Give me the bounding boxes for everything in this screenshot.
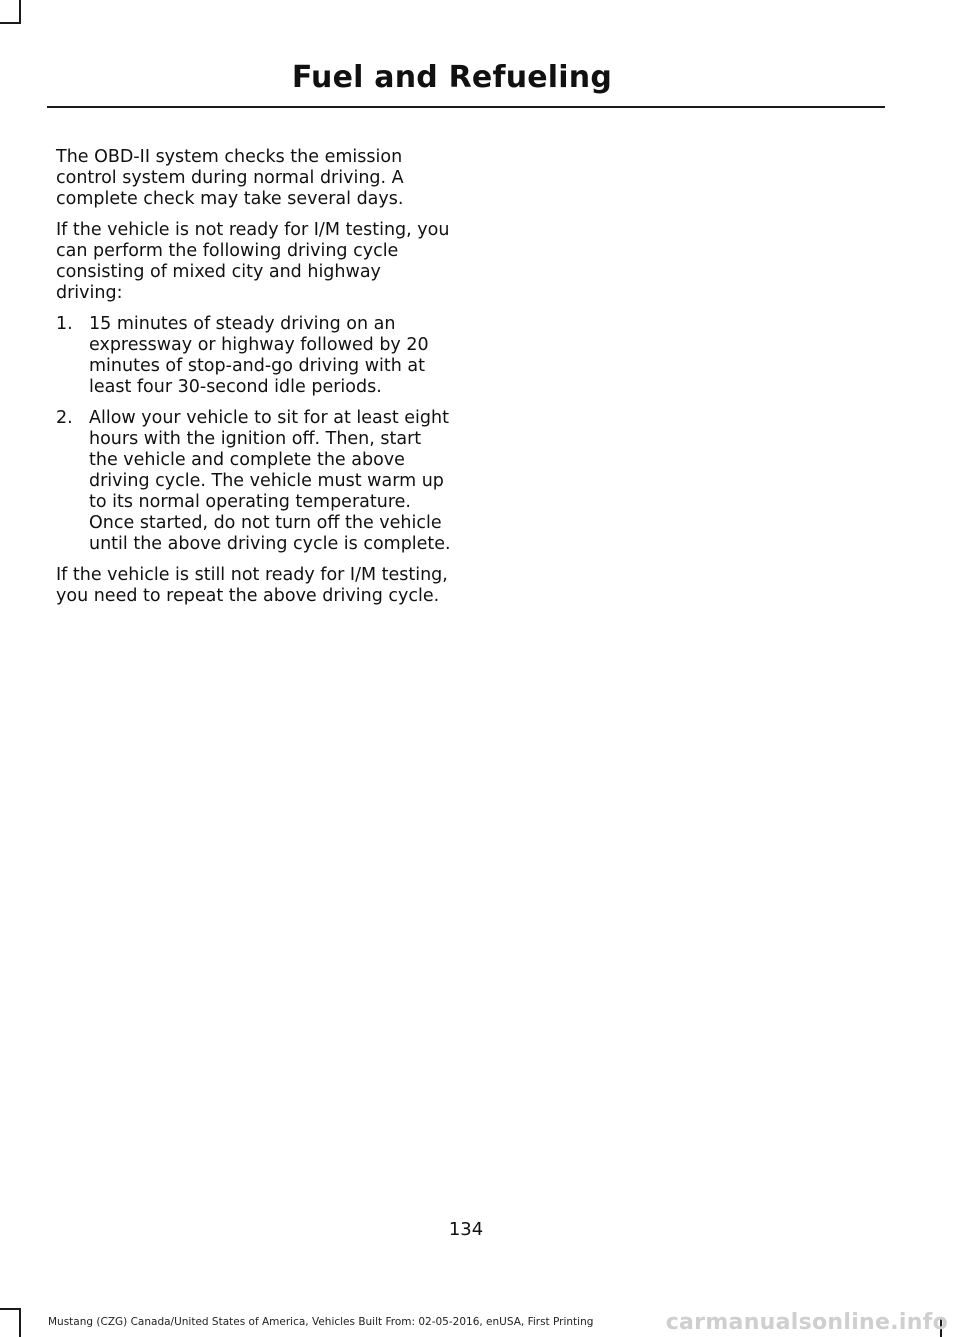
page-number: 134: [448, 1219, 484, 1240]
header-divider: [47, 106, 885, 108]
readiness-paragraph: If the vehicle is not ready for I/M testing, you can perform the following driving cycle consisting of mixed city and highway driving:: [56, 220, 450, 303]
list-item: [56, 408, 451, 555]
watermark: carmanualsonline.info: [665, 1310, 948, 1335]
crop-mark-bottom-left-horizontal: [0, 1308, 21, 1310]
list-item-text: 15 minutes of steady driving on an expressway or highway followed by 20 minutes of stop-and-go driving with at least four 30-second idle periods.: [89, 314, 429, 397]
list-item: [56, 314, 451, 398]
crop-mark-bottom-left-vertical: [19, 1308, 21, 1337]
list-item-text: Allow your vehicle to sit for at least eight hours with the ignition off. Then, start the vehicle and complete the above driving cycle. The vehicle must warm up to its normal operating temperature. Once started, do not turn off the vehicle until the above driving cycle is complete.: [89, 408, 451, 554]
section-title: Fuel and Refueling: [291, 60, 612, 95]
list-item-number: 2.: [56, 408, 73, 428]
list-item-number: 1.: [56, 314, 73, 334]
body-text: [56, 147, 451, 617]
crop-mark-top-left-horizontal: [0, 22, 21, 24]
crop-mark-top-left-vertical: [19, 0, 21, 24]
closing-paragraph: If the vehicle is still not ready for I/M testing, you need to repeat the above driving cycle.: [56, 565, 448, 606]
intro-paragraph: The OBD-II system checks the emission control system during normal driving. A complete check may take several days.: [56, 147, 404, 209]
driving-cycle-list: [56, 314, 451, 555]
footer-text: Mustang (CZG) Canada/United States of America, Vehicles Built From: 02-05-2016, enUSA, First Printing: [48, 1316, 594, 1328]
